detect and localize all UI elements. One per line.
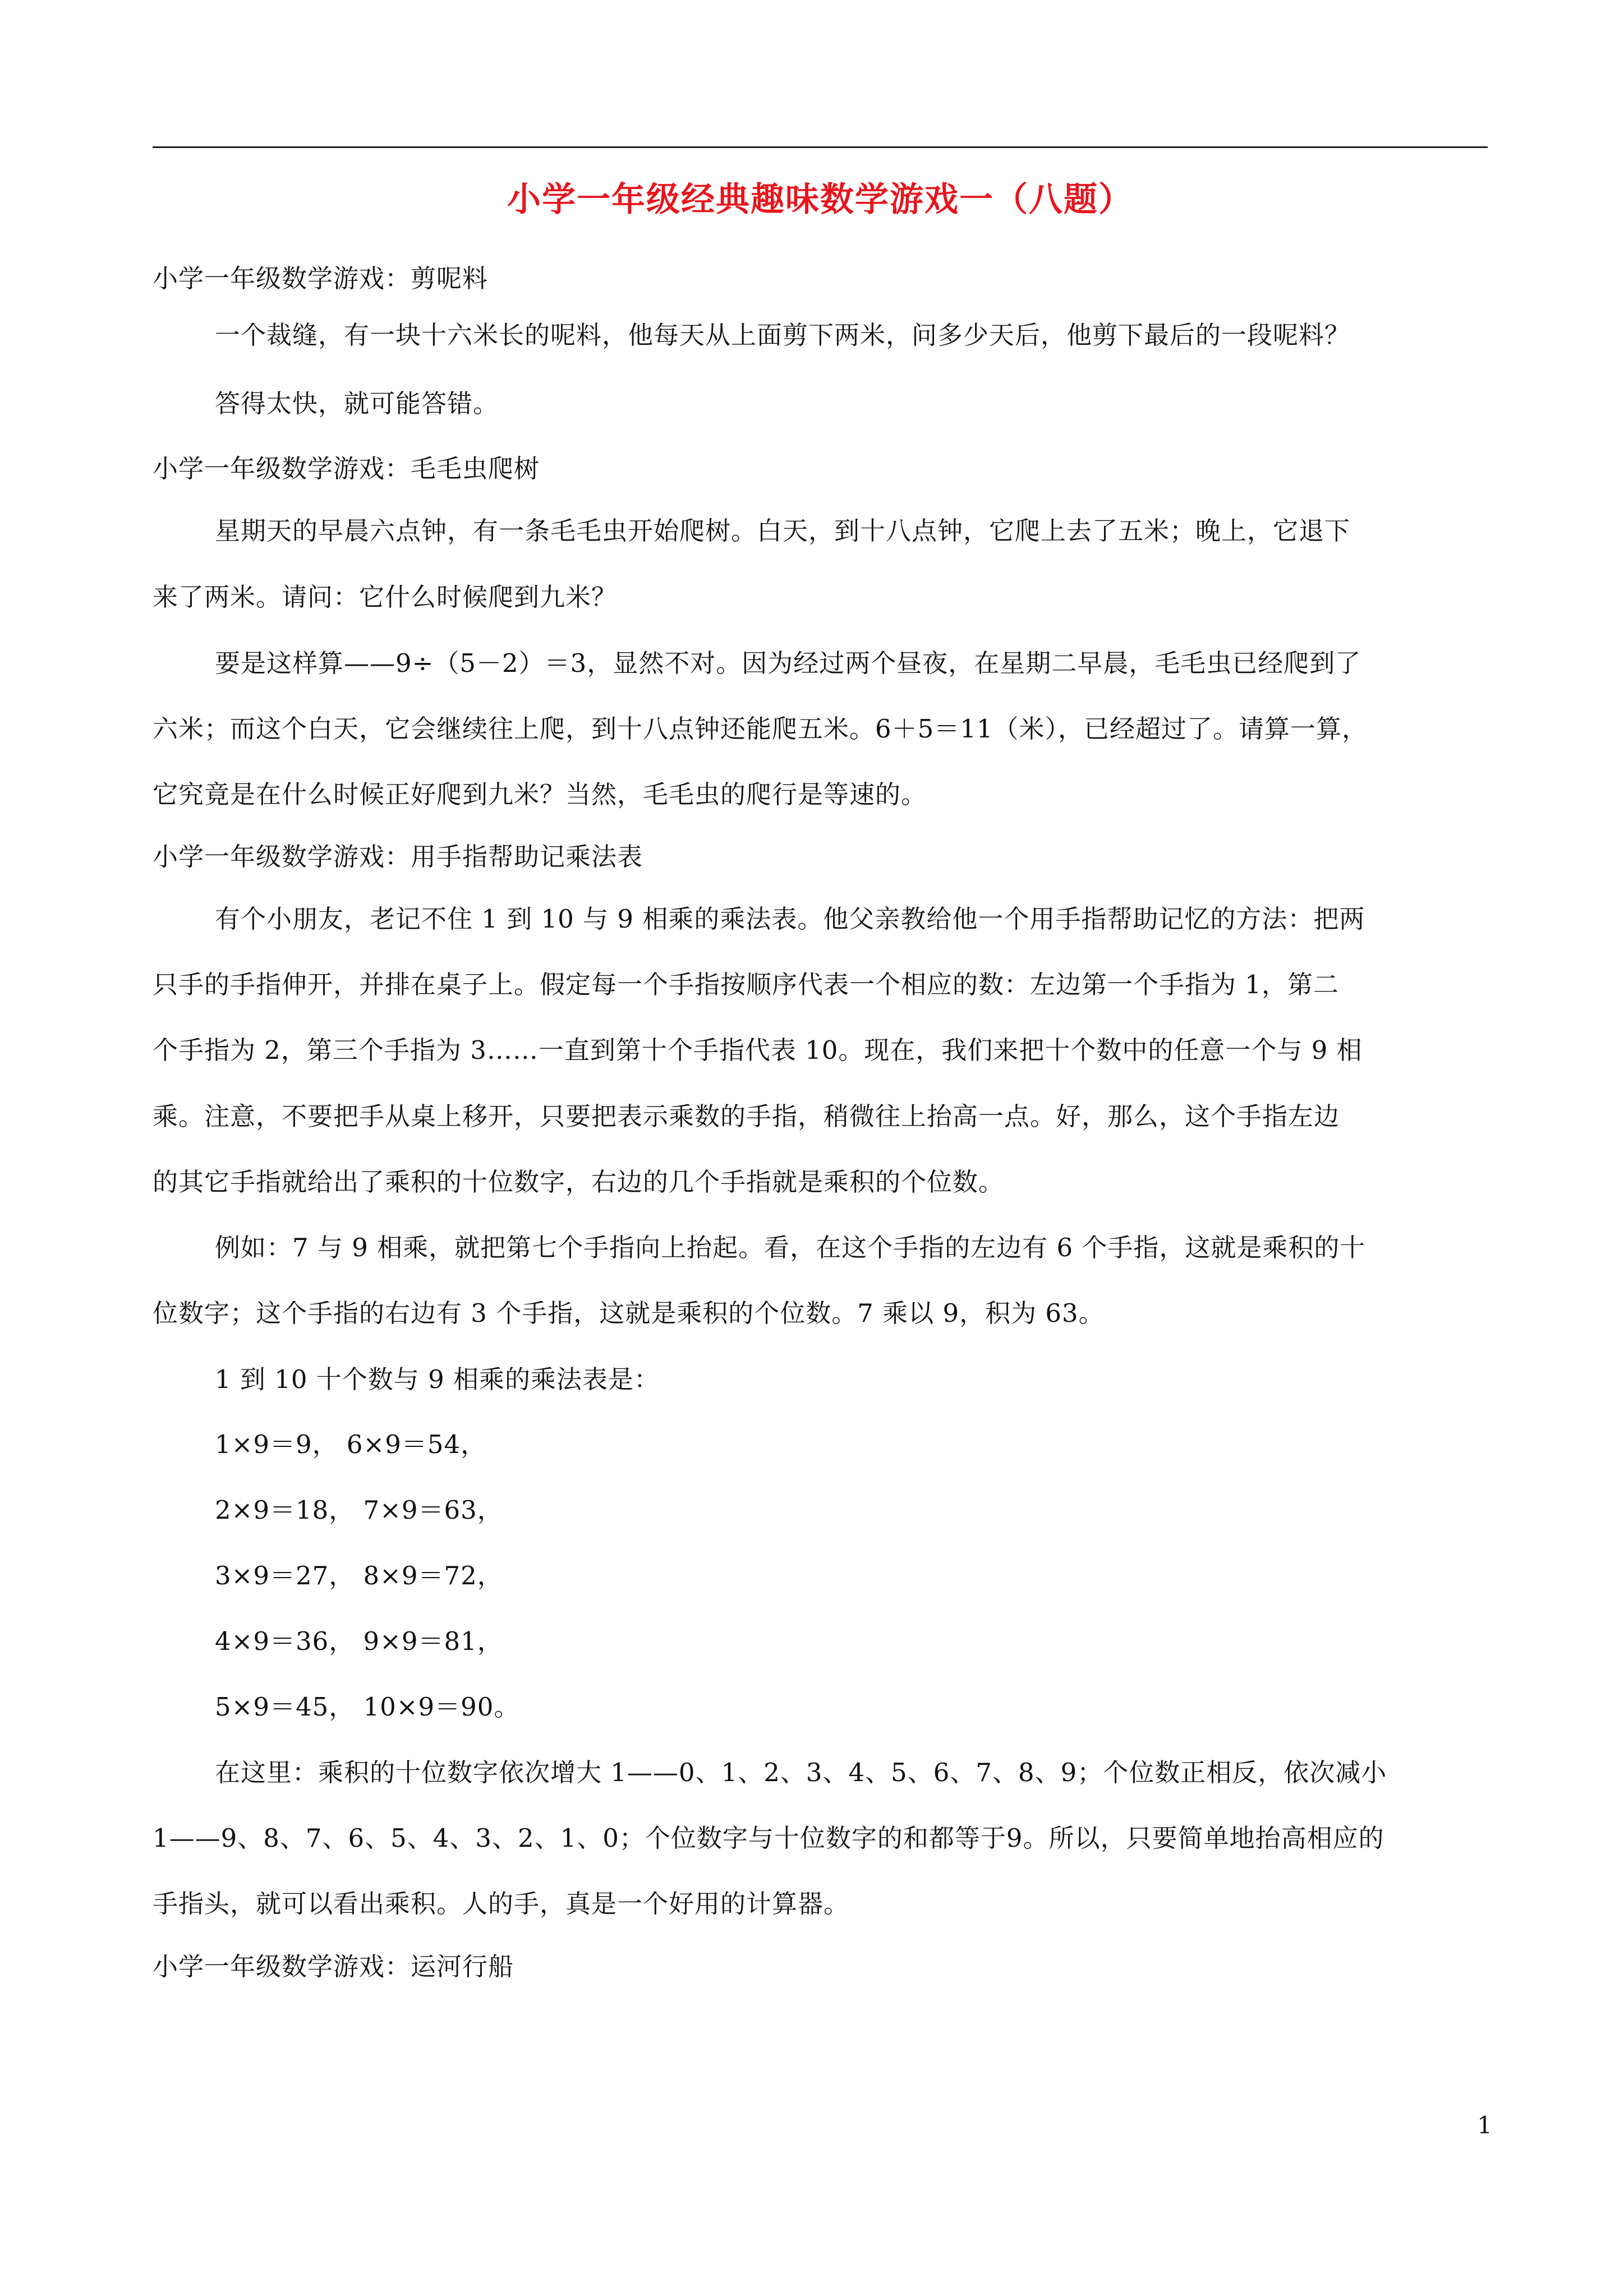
- section-heading-caterpillar: 小学一年级数学游戏：毛毛虫爬树: [153, 454, 540, 483]
- section-heading-canal-boat: 小学一年级数学游戏：运河行船: [153, 1952, 514, 1981]
- page-number: 1: [1477, 2111, 1492, 2139]
- paragraph-line: 个手指为 2，第三个手指为 3……一直到第十个手指代表 10。现在，我们来把十个数中的任意一个与 9 相: [153, 1035, 1363, 1065]
- paragraph-line: 1——9、8、7、6、5、4、3、2、1、0；个位数字与十位数字的和都等于9。所以，只要简单地抬高相应的: [153, 1823, 1384, 1853]
- paragraph-line: 在这里：乘积的十位数字依次增大 1——0、1、2、3、4、5、6、7、8、9；个位数正相反，依次减小: [215, 1758, 1387, 1787]
- paragraph-line: 它究竟是在什么时候正好爬到九米？当然，毛毛虫的爬行是等速的。: [153, 780, 927, 809]
- paragraph-line: 乘。注意，不要把手从桌上移开，只要把表示乘数的手指，稍微往上抬高一点。好，那么，这个手指左边: [153, 1101, 1340, 1131]
- paragraph-line: 有个小朋友，老记不住 1 到 10 与 9 相乘的乘法表。他父亲教给他一个用手指帮助记忆的方法：把两: [215, 904, 1365, 934]
- paragraph-line: 一个裁缝，有一块十六米长的呢料，他每天从上面剪下两米，问多少天后，他剪下最后的一段呢料？: [215, 320, 1351, 350]
- paragraph-line: 答得太快，就可能答错。: [215, 389, 499, 418]
- paragraph-line: 的其它手指就给出了乘积的十位数字，右边的几个手指就是乘积的个位数。: [153, 1167, 1005, 1197]
- paragraph-line: 手指头，就可以看出乘积。人的手，真是一个好用的计算器。: [153, 1889, 850, 1919]
- section-heading-finger-multiplication: 小学一年级数学游戏：用手指帮助记乘法表: [153, 842, 643, 872]
- paragraph-line: 例如：7 与 9 相乘，就把第七个手指向上抬起。看，在这个手指的左边有 6 个手指，这就是乘积的十: [215, 1233, 1366, 1262]
- paragraph-line: 星期天的早晨六点钟，有一条毛毛虫开始爬树。白天，到十八点钟，它爬上去了五米；晚上，它退下: [215, 516, 1351, 546]
- multiplication-row: 5×9＝45， 10×9＝90。: [215, 1692, 520, 1722]
- paragraph-line: 要是这样算——9÷（5－2）＝3，显然不对。因为经过两个昼夜，在星期二早晨，毛毛虫已经爬到了: [215, 648, 1361, 678]
- paragraph-line: 位数字；这个手指的右边有 3 个手指，这就是乘积的个位数。7 乘以 9，积为 63。: [153, 1298, 1105, 1328]
- paragraph-line: 六米；而这个白天，它会继续往上爬，到十八点钟还能爬五米。6＋5＝11（米），已经超过了。请算一算，: [153, 714, 1368, 744]
- multiplication-row: 3×9＝27， 8×9＝72，: [215, 1561, 503, 1590]
- multiplication-row: 1×9＝9， 6×9＝54，: [215, 1430, 487, 1459]
- multiplication-row: 2×9＝18， 7×9＝63，: [215, 1495, 503, 1525]
- paragraph-line: 1 到 10 十个数与 9 相乘的乘法表是：: [215, 1364, 660, 1394]
- document-title: 小学一年级经典趣味数学游戏一（八题）: [507, 180, 1133, 219]
- header-rule: [153, 146, 1488, 148]
- paragraph-line: 来了两米。请问：它什么时候爬到九米？: [153, 582, 618, 612]
- paragraph-line: 只手的手指伸开，并排在桌子上。假定每一个手指按顺序代表一个相应的数：左边第一个手指为 1，第二: [153, 970, 1339, 999]
- section-heading-cut-cloth: 小学一年级数学游戏：剪呢料: [153, 264, 489, 293]
- multiplication-row: 4×9＝36， 9×9＝81，: [215, 1626, 503, 1656]
